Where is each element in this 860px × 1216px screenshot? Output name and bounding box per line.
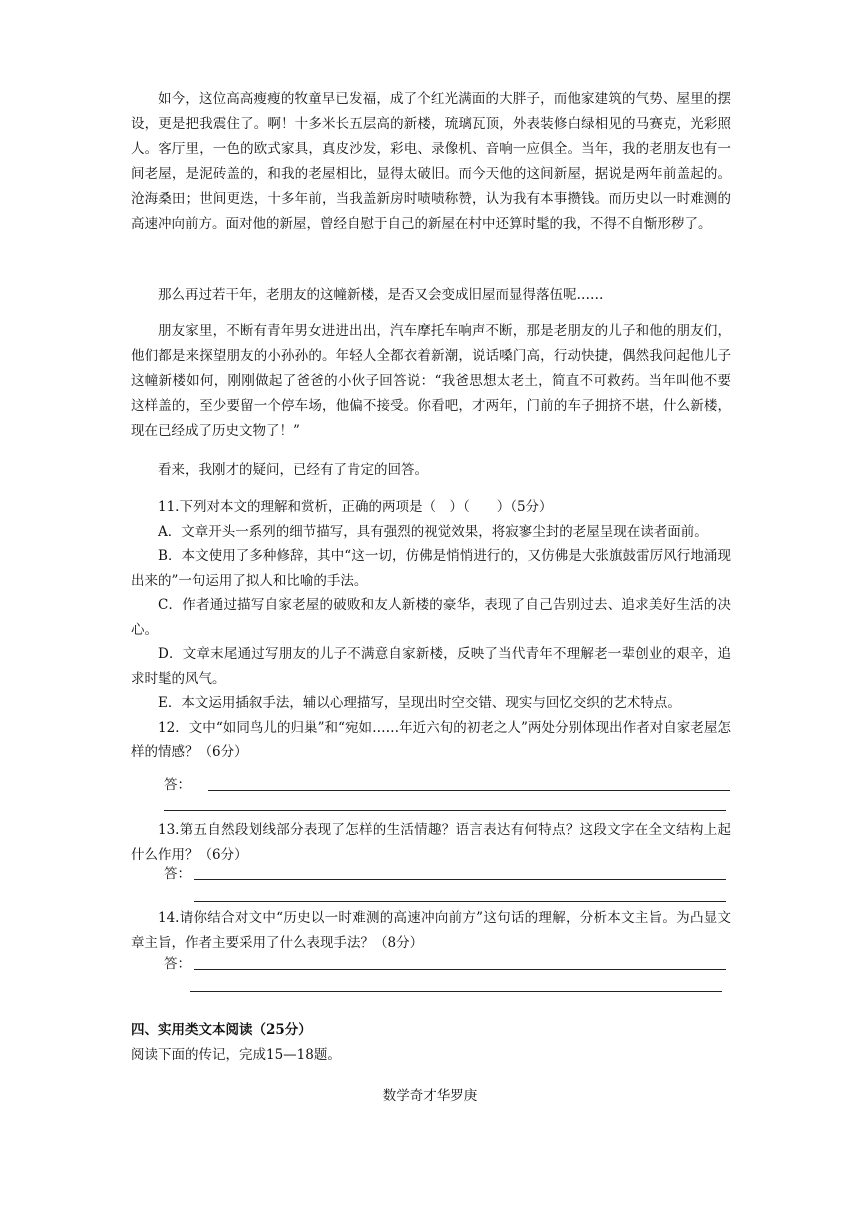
- answer-line: [194, 879, 726, 880]
- answer-line: [194, 901, 726, 902]
- paragraph-new-building: 如今，这位高高瘦瘦的牧童早已发福，成了个红光满面的大胖子，而他家建筑的气势、屋里的摆设，更是把我震住了。啊！十多米长五层高的新楼，琉璃瓦顶，外表装修白绿相见的马赛克，光彩照人。客厅里，一色的欧式家具，真皮沙发，彩电、录像机、音响一应俱全。当年，我的老朋友也有一间老屋，是泥砖盖的，和我的老屋相比，显得太破旧。而今天他的这间新屋，据说是两年前盖起的。沧海桑田；世间更迭，十多年前，当我盖新房时啧啧称赞，认为我有本事攒钱。而历史以一时难测的高速冲向前方。面对他的新屋，曾经自慰于自己的新屋在村中还算时髦的我，不得不自惭形秽了。: [131, 91, 731, 232]
- section-instruction: 阅读下面的传记，完成15—18题。: [131, 1047, 341, 1063]
- answer-label-14: 答：: [164, 956, 191, 972]
- answer-line: [164, 810, 726, 811]
- answer-line: [208, 790, 730, 791]
- option-a: A．文章开头一系列的细节描写，具有强烈的视觉效果，将寂寥尘封的老屋呈现在读者面前。: [158, 523, 708, 540]
- section-heading: 四、实用类文本阅读（25分）: [131, 1022, 312, 1038]
- option-b: B．本文使用了多种修辞，其中“这一切，仿佛是悄悄进行的，又仿佛是大张旗鼓雷厉风行地涌现出来的”一句运用了拟人和比喻的手法。: [131, 548, 731, 589]
- option-c: C．作者通过描写自家老屋的破败和友人新楼的豪华，表现了自己告别过去、追求美好生活的决心。: [131, 597, 731, 638]
- answer-label-13: 答：: [164, 866, 191, 882]
- question-12-stem: 12．文中“如同鸟儿的归巢”和“宛如……年近六旬的初老之人”两处分别体现出作者对自家老屋怎样的情感？（6分）: [131, 719, 731, 760]
- answer-area-12[interactable]: [164, 773, 734, 795]
- question-13-stem: 13.第五自然段划线部分表现了怎样的生活情趣？语言表达有何特点？这段文字在全文结构上起什么作用？（6分）: [131, 822, 731, 863]
- question-11-stem: 11.下列对本文的理解和赏析，正确的两项是（ ）（ ）（5分）: [158, 499, 553, 515]
- paragraph-son-reply: 朋友家里，不断有青年男女进进出出，汽车摩托车响声不断，那是老朋友的儿子和他的朋友们，他们都是来探望朋友的小孙孙的。年轻人全都衣着新潮，说话嗓门高，行动快捷，偶然我问起他儿子这幢新楼如何，刚刚做起了爸爸的小伙子回答说：“我爸思想太老土，简直不可救药。当年叫他不要这样盖的，至少要留一个停车场，他偏不接受。你看吧，才两年，门前的车子拥挤不堪，什么新楼，现在已经成了历史文物了！”: [131, 323, 731, 439]
- answer-area-14[interactable]: [164, 952, 734, 974]
- question-13: [131, 818, 731, 867]
- paragraph-conclusion: 看来，我刚才的疑问，已经有了肯定的回答。: [158, 462, 428, 478]
- question-14-stem: 14.请你结合对文中“历史以一时难测的高速冲向前方”这句话的理解，分析本文主旨。为凸显文章主旨，作者主要采用了什么表现手法？（8分）: [131, 910, 731, 951]
- passage-title: 数学奇才华罗庚: [382, 1088, 478, 1104]
- option-d: D．文章末尾通过写朋友的儿子不满意自家新楼，反映了当代青年不理解老一辈创业的艰辛，追求时髦的风气。: [131, 646, 731, 687]
- answer-line: [194, 969, 726, 970]
- question-11: [131, 495, 731, 765]
- answer-line: [190, 991, 722, 992]
- option-e: E．本文运用插叙手法，辅以心理描写，呈现出时空交错、现实与回忆交织的艺术特点。: [158, 695, 681, 711]
- question-14: [131, 906, 731, 955]
- answer-label-12: 答：: [164, 777, 191, 793]
- paragraph-question: 那么再过若干年，老朋友的这幢新楼，是否又会变成旧屋而显得落伍呢……: [158, 287, 604, 303]
- answer-area-13[interactable]: [164, 862, 734, 884]
